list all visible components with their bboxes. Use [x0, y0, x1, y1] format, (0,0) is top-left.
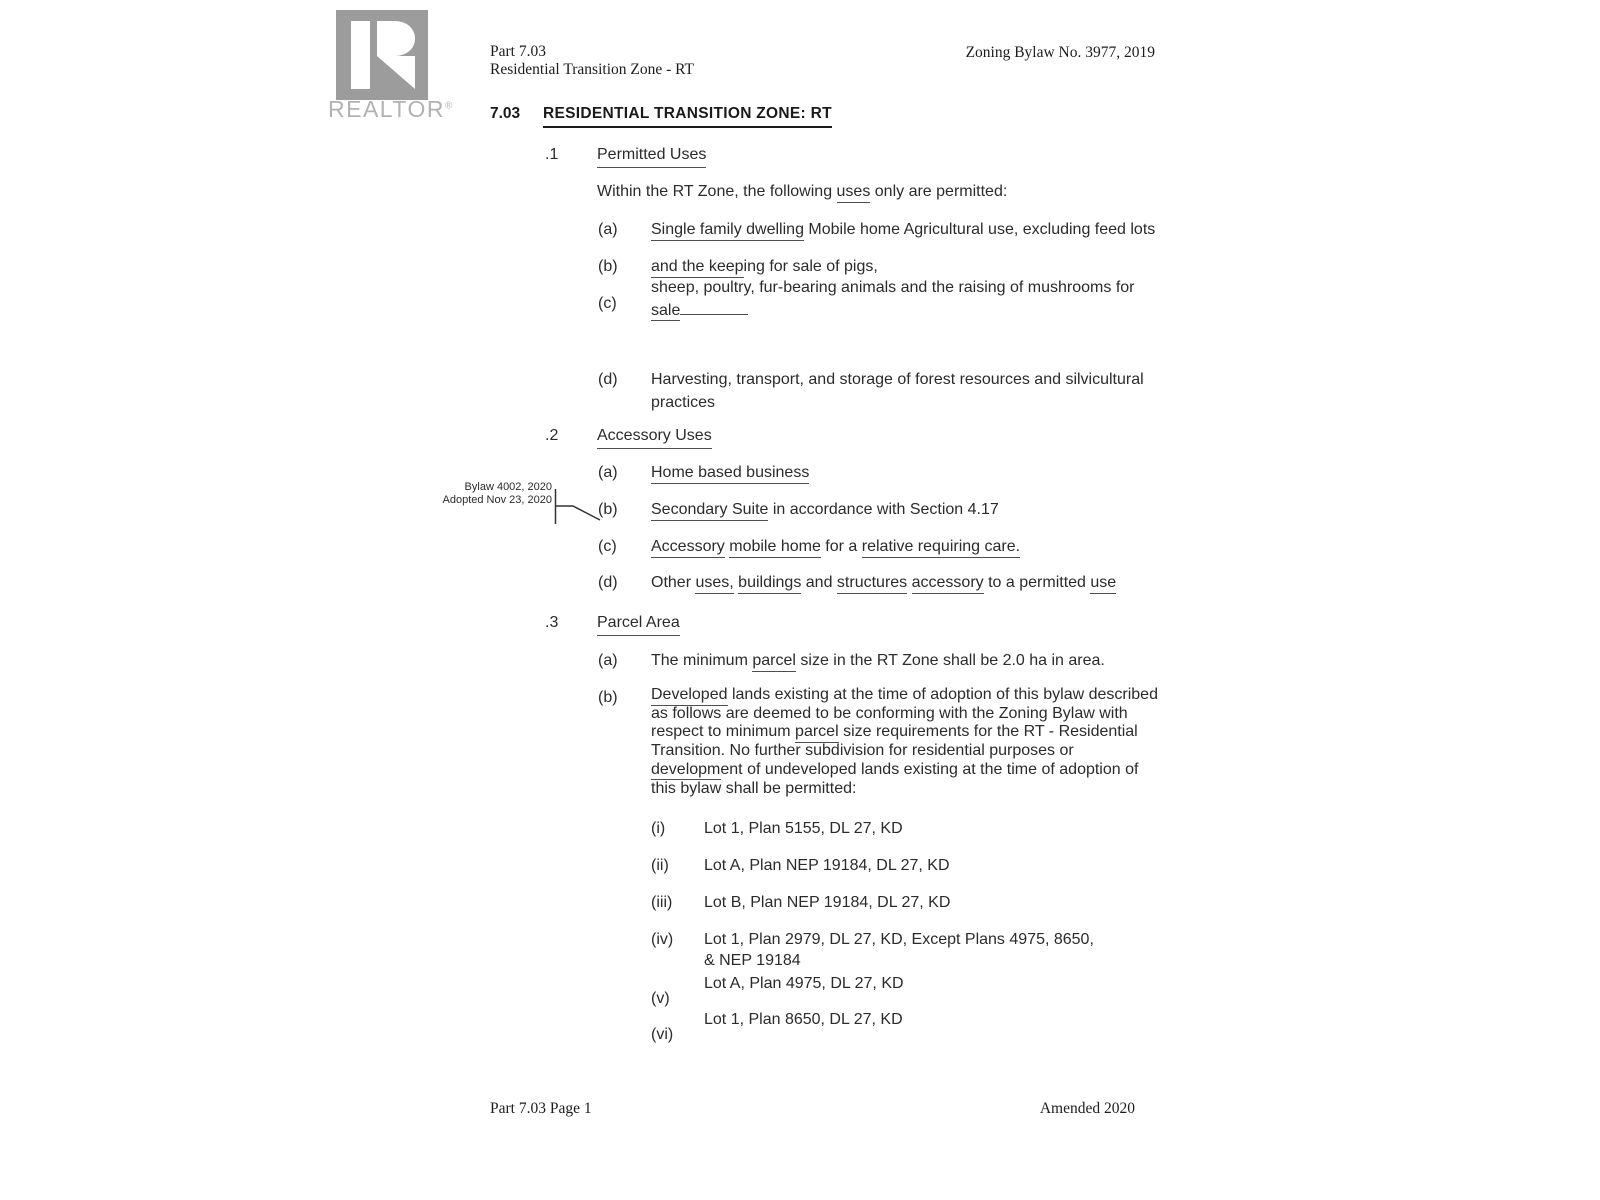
footer-page-number: Part 7.03 Page 1: [490, 1100, 592, 1117]
margin-note-line2: Adopted Nov 23, 2020: [442, 493, 552, 506]
s2c-text: Accessory mobile home for a relative requiring care.: [651, 536, 1020, 557]
s1d-text-line1: Harvesting, transport, and storage of forest resources and silvicultural: [651, 371, 1144, 388]
header-zone-name: Residential Transition Zone - RT: [490, 61, 695, 78]
header-part-number: Part 7.03: [490, 43, 546, 60]
realtor-r-icon: [336, 10, 428, 100]
lot-item-text: Lot B, Plan NEP 19184, DL 27, KD: [704, 894, 951, 911]
lot-item-text: & NEP 19184: [704, 952, 801, 969]
realtor-logo-wordmark: [328, 96, 454, 123]
header-bylaw-ref: Zoning Bylaw No. 3977, 2019: [965, 44, 1155, 61]
s3a-label: (a): [598, 652, 618, 669]
lot-item-text: Lot A, Plan 4975, DL 27, KD: [704, 975, 904, 992]
s3-title: Parcel Area: [597, 612, 680, 636]
s1d-text-line2: practices: [651, 394, 716, 411]
s1a-label: (a): [598, 221, 618, 238]
s3-num: .3: [545, 614, 559, 631]
s1b-label: (b): [598, 258, 618, 275]
page-title: RESIDENTIAL TRANSITION ZONE: RT: [543, 105, 832, 128]
s1c-label: (c): [598, 295, 617, 312]
lot-item-label: (i): [651, 820, 666, 837]
s2b-text: Secondary Suite in accordance with Section 4.17: [651, 499, 999, 520]
lot-item-label: (iv): [651, 931, 674, 948]
s2d-label: (d): [598, 574, 618, 591]
s2-num: .2: [545, 427, 559, 444]
lot-item-text: Lot A, Plan NEP 19184, DL 27, KD: [704, 857, 950, 874]
lot-item-label: (vi): [651, 1026, 674, 1043]
registered-mark: ®: [445, 100, 454, 112]
s1-title: Permitted Uses: [597, 144, 706, 168]
lot-item-label: (ii): [651, 857, 669, 874]
margin-note-line1: Bylaw 4002, 2020: [464, 481, 552, 493]
s1d-label: (d): [598, 371, 618, 388]
s2c-label: (c): [598, 538, 617, 555]
s1c-text-line1: sheep, poultry, fur-bearing animals and the raising of mushrooms for: [651, 279, 1135, 296]
s3a-text: The minimum parcel size in the RT Zone shall be 2.0 ha in area.: [651, 650, 1105, 671]
s2b-label: (b): [598, 501, 618, 518]
margin-note: [380, 481, 552, 506]
s2a-text: Home based business: [651, 462, 809, 483]
lot-item-label: (iii): [651, 894, 673, 911]
s2a-label: (a): [598, 464, 618, 481]
lot-item-text: Lot 1, Plan 5155, DL 27, KD: [704, 820, 903, 837]
lot-item-label: (v): [651, 990, 670, 1007]
logo-brand-text: REALTOR: [328, 96, 446, 122]
s1-num: .1: [545, 146, 559, 163]
s1b-text: and the keeping for sale of pigs,: [651, 256, 878, 277]
s1a-text: Single family dwelling Mobile home Agricultural use, excluding feed lots: [651, 219, 1155, 240]
s3b-label: (b): [598, 689, 618, 706]
lot-item-text: Lot 1, Plan 8650, DL 27, KD: [704, 1011, 903, 1028]
s1-intro: Within the RT Zone, the following uses only are permitted:: [597, 181, 1007, 202]
section-number: 7.03: [490, 105, 521, 122]
s2d-text: Other uses, buildings and structures accessory to a permitted use: [651, 572, 1116, 593]
realtor-logo-icon: [336, 10, 428, 105]
footer-amended: Amended 2020: [1039, 1100, 1135, 1117]
lot-item-text: Lot 1, Plan 2979, DL 27, KD, Except Plans 4975, 8650,: [704, 931, 1094, 948]
s3b-paragraph: Developed lands existing at the time of adoption of this bylaw described as follows are deemed to be conforming with the Zoning Bylaw with respect to minimum parcel size requirements for the RT - Residential Transition. No further subdivision for residential purposes or development of undeveloped lands existing at the time of adoption of this bylaw shall be permitted:: [651, 686, 1158, 797]
s2-title: Accessory Uses: [597, 425, 712, 449]
s1c-text-line2: sale: [651, 296, 748, 321]
